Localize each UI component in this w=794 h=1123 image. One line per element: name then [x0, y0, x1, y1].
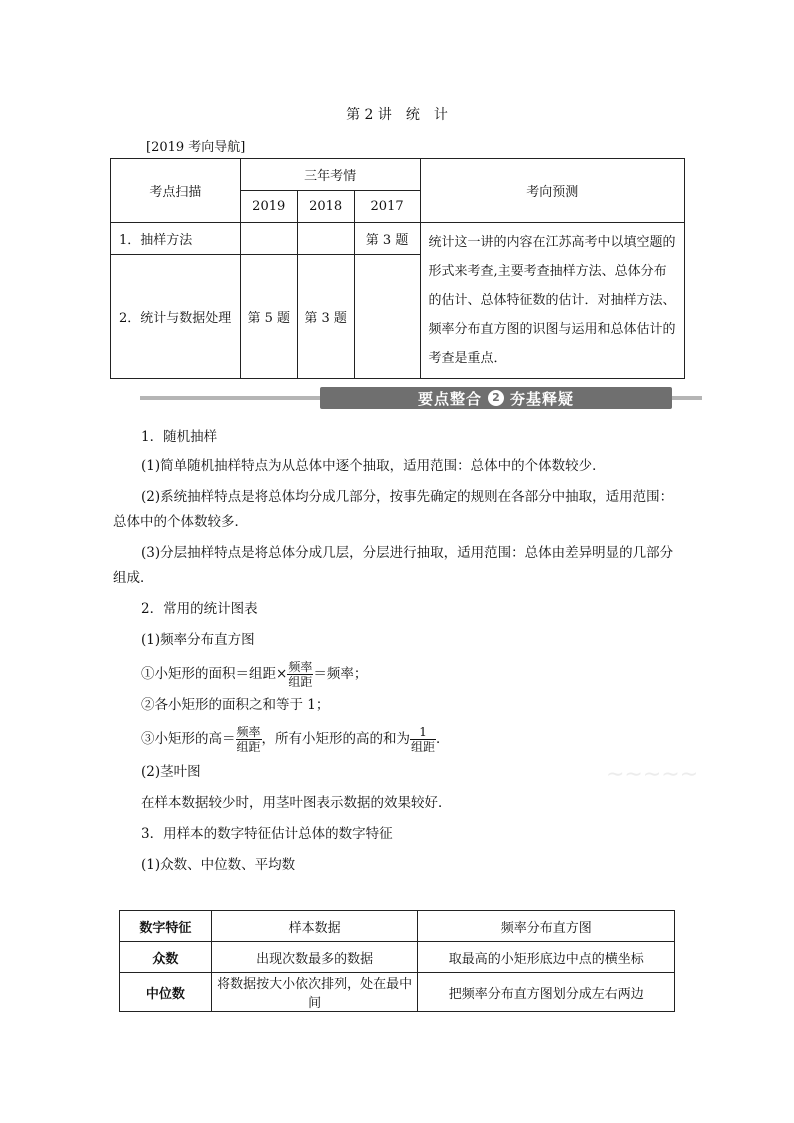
fraction: $\frac{1}{\text{组距}}$ — [411, 725, 436, 754]
exam-trend-table — [110, 158, 685, 379]
stats-header: 频率分布直方图 — [418, 911, 675, 942]
fraction: $\frac{\text{频率}}{\text{组距}}$ — [288, 660, 313, 689]
stats-cell: 中位数 — [120, 973, 212, 1012]
header-year: 2018 — [297, 191, 354, 223]
header-year: 2017 — [354, 191, 420, 223]
section-heading: 1．随机抽样 — [141, 429, 218, 445]
formula-sum: ②各小矩形的面积之和等于 1； — [141, 697, 330, 713]
page-title: 第 2 讲 统 计 — [346, 107, 448, 123]
exam-guide-label: [2019 考向导航] — [146, 140, 246, 155]
banner-label — [320, 387, 672, 409]
paragraph: 在样本数据较少时，用茎叶图表示数据的效果较好． — [141, 795, 452, 811]
stats-cell: 出现次数最多的数据 — [211, 942, 418, 973]
banner-right-text: 夯基释疑 — [510, 389, 575, 408]
stats-cell: 取最高的小矩形底边中点的横坐标 — [418, 942, 675, 973]
year-cell: 第 5 题 — [240, 255, 297, 379]
paragraph: (1)简单随机抽样特点为从总体中逐个抽取，适用范围：总体中的个体数较少． — [141, 458, 606, 474]
topic-cell: 1．抽样方法 — [111, 223, 241, 255]
section-heading: 3．用样本的数字特征估计总体的数字特征 — [141, 826, 393, 842]
year-cell — [297, 223, 354, 255]
year-cell — [354, 255, 420, 379]
stats-cell: 把频率分布直方图划分成左右两边 — [418, 973, 675, 1012]
paragraph: (2)系统抽样特点是将总体均分成几部分，按事先确定的规则在各部分中抽取，适用范围：总体中的个体数较多． — [113, 489, 674, 530]
watermark: ∼∼∼∼∼ — [606, 762, 699, 787]
stats-header: 样本数据 — [211, 911, 418, 942]
main-content — [113, 425, 683, 878]
stats-header: 数字特征 — [120, 911, 212, 942]
subheading: (1)频率分布直方图 — [141, 632, 255, 648]
prediction-text: 统计这一讲的内容在江苏高考中以填空题的形式来考查,主要考查抽样方法、总体分布的估计、总体特征数的估计．对抽样方法、频率分布直方图的识图与运用和总体估计的考查是重点． — [420, 223, 684, 379]
header-prediction: 考向预测 — [420, 159, 684, 223]
header-three-years: 三年考情 — [240, 159, 420, 191]
statistics-table — [119, 910, 675, 1012]
year-cell: 第 3 题 — [354, 223, 420, 255]
year-cell — [240, 223, 297, 255]
subheading: (1)众数、中位数、平均数 — [141, 857, 296, 873]
fraction: $\frac{\text{频率}}{\text{组距}}$ — [236, 725, 261, 754]
header-topics: 考点扫描 — [111, 159, 241, 223]
stats-cell: 众数 — [120, 942, 212, 973]
section-banner — [140, 387, 702, 409]
paragraph: (3)分层抽样特点是将总体分成几层，分层进行抽取，适用范围：总体由差异明显的几部分组成． — [113, 545, 674, 586]
banner-left-text: 要点整合 — [417, 389, 482, 408]
header-year: 2019 — [240, 191, 297, 223]
topic-cell: 2．统计与数据处理 — [111, 255, 241, 379]
formula-height: ③小矩形的高＝ $\frac{\text{频率}}{\text{组距}}$ ，所有小矩形的高的和为 $\frac{1}{\text{组距}}$ ． — [141, 725, 450, 754]
banner-number-badge: 2 — [488, 390, 504, 406]
year-cell: 第 3 题 — [297, 255, 354, 379]
formula-area: ①小矩形的面积＝组距× $\frac{\text{频率}}{\text{组距}}$ ＝频率； — [141, 660, 368, 689]
subheading: (2)茎叶图 — [141, 764, 201, 780]
section-heading: 2．常用的统计图表 — [141, 601, 258, 617]
stats-cell: 将数据按大小依次排列，处在最中间 — [211, 973, 418, 1012]
